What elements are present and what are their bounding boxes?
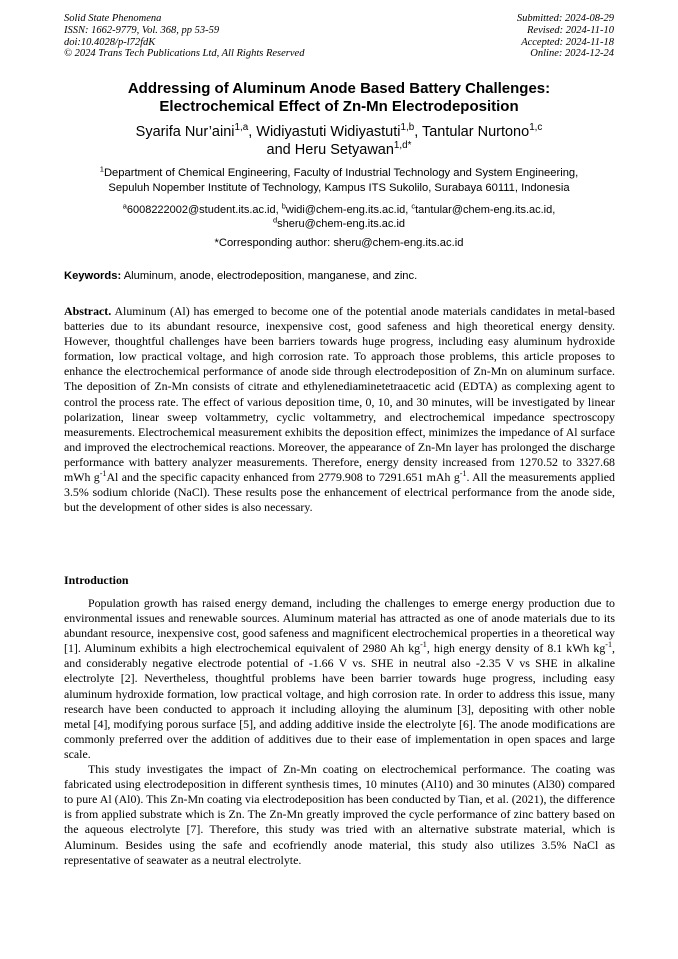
paragraph-text: , and considerably negative electrode potential of -1.66 V vs. SHE in neutral also -2.35 V vs SHE in alkaline electrolyte [2]. Nevertheless, thoughtful problems have been barrier towards huge progress, including easy aluminum hydroxide formation, low practical voltage, and high corrosion rate. In order to address this issue, many research have been conducted to approach it including alloying the aluminum [3], depositing with other noble metal [4], modifying porous surface [5], and adding additive inside the electrolyte [6]. The anode modifications are commonly preferred over the addition of additives due to their ease of implementation in open spaces and large scale. [64,641,615,761]
journal-name: Solid State Phenomena [64,13,162,24]
email-superscript: d [272,215,278,225]
copyright-line: © 2024 Trans Tech Publications Ltd, All Rights Reserved [64,48,305,60]
author-superscript: 1,b [400,122,415,134]
affiliation-superscript: 1 [99,164,104,174]
affiliation-line-2: Sepuluh Nopember Institute of Technology, Kampus ITS Sukolilo, Surabaya 60111, Indonesia [108,181,570,194]
keywords-label: Keywords: [64,270,122,282]
email-superscript: a [122,201,127,211]
email-superscript: c [411,201,416,211]
abstract-text: Aluminum (Al) has emerged to become one of the potential anode materials candidates in metal-based batteries due to its abundant resource, inexpensive cost, good safeness and high theoretical energy density. However, thoughtful challenges have been barriers towards huge progress, including easy aluminum hydroxide formation, low practical voltage, and high corrosion rate. To approach those problems, this article proposes to enhance the electrochemical performance of anode side through electrodeposition of Zn-Mn on aluminum surface. The deposition of Zn-Mn consists of citrate and ethylenediaminetetraacetic acid (EDTA) as complexing agent to control the process rate. The effect of various deposition time, 0, 10, and 30 minutes, will be investigated by linear polarization, linear sweep voltammetry, cyclic voltammetry, and electrochemical impedance spectroscopy measurements. Electrochemical measurement exhibits the deposition effect, minimizes the impedance of Al surface and improved the electrochemical reactions. Moreover, the appearance of Zn-Mn layer has prolonged the discharge performance with battery analyzer measurements. Therefore, energy density increased from 1270.52 to 3327.68 mWh g [64,304,615,485]
paragraph-text: Population growth has raised energy demand, including the challenges to emerge energy production due to environmental issues and renewable sources. Aluminum material has attracted as one of anode materials due to its abundant resource, inexpensive cost, good safeness and magnificent electrochemical properties in a theoretical way [1]. Aluminum exhibits a high electrochemical equivalent of 2980 Ah kg [64,596,615,656]
introduction-paragraph-1 [64,596,615,762]
introduction-paragraph-2: This study investigates the impact of Zn-Mn coating on electrochemical performance. The coating was fabricated using electrodeposition in different synthesis times, 10 minutes (Al10) and 30 minutes (Al30) compared to pure Al (Al0). This Zn-Mn coating via electrodeposition has been conducted by Tian, et al. (2021), the difference is from applied substrate which is Zn. The Zn-Mn greatly improved the cycle performance of zinc battery based on the aqueous electrolyte [7]. Therefore, this study was tried with an alternative substrate material, which is Aluminum. Besides using the safe and ecofriendly anode material, this study also utilizes 3.5% NaCl as representative of seawater as a neutral electrolyte. [64,762,615,867]
paragraph-text: , high energy density of 8.1 kWh kg [426,641,606,656]
paper-title [40,80,638,116]
affiliation-text: Department of Chemical Engineering, Faculty of Industrial Technology and System Engineering, [103,167,579,179]
doi-line: doi:10.4028/p-l72fdK [64,36,156,48]
abstract-label: Abstract. [64,304,112,318]
journal-header-right [517,13,614,60]
email-text: 6008222002@student.its.ac.id, [126,204,282,216]
paragraph-superscript: -1 [420,640,427,650]
affiliation-line-1 [40,166,638,181]
abstract-text: . All the measurements applied 3.5% sodium chloride (NaCl). These results pose the enhancement of electrical performance from the anode side, but the development of other sides is also necessary. [64,470,615,515]
affiliation [40,166,638,195]
abstract-superscript: -1 [99,469,107,479]
email-line-2 [40,217,638,231]
accepted-date: Accepted: 2024-11-18 [521,36,614,48]
author-emails [40,203,638,231]
author-superscript: 1,a [234,122,249,134]
email-line-1 [40,203,638,217]
corresponding-author: *Corresponding author: sheru@chem-eng.its.ac.id [214,237,464,249]
journal-header-left [64,13,304,60]
author-name: Widiyastuti Widiyastuti [256,124,401,140]
email-text: tantular@chem-eng.its.ac.id, [415,204,556,216]
email-text: sheru@chem-eng.its.ac.id [277,218,406,230]
paragraph-superscript: -1 [605,640,613,650]
keywords-text: Aluminum, anode, electrodeposition, manganese, and zinc. [121,270,418,282]
introduction-heading: Introduction [64,573,129,587]
author-line-2 [40,141,638,159]
author-list [40,123,638,159]
revised-date: Revised: 2024-11-10 [527,24,614,36]
keywords [64,269,616,283]
author-conjunction: and [266,142,295,158]
author-separator: , [248,124,257,140]
title-line-2: Electrochemical Effect of Zn-Mn Electrodeposition [159,98,519,115]
issn-line: ISSN: 1662-9779, Vol. 368, pp 53-59 [64,24,220,36]
introduction-body [64,596,615,868]
submitted-date: Submitted: 2024-08-29 [516,13,614,24]
author-name: Heru Setyawan [294,142,394,158]
abstract-superscript: -1 [459,469,467,479]
author-superscript: 1,d* [393,140,412,152]
author-line-1 [40,123,638,141]
abstract-text: Al and the specific capacity enhanced from 2779.908 to 7291.651 mAh g [106,470,460,485]
email-text: widi@chem-eng.its.ac.id, [285,204,412,216]
abstract [64,304,615,515]
email-superscript: b [281,201,286,211]
author-name: Syarifa Nur’aini [135,124,235,140]
author-superscript: 1,c [529,122,543,134]
title-line-1: Addressing of Aluminum Anode Based Battery Challenges: [127,80,551,97]
online-date: Online: 2024-12-24 [530,48,614,60]
author-separator: , [414,124,422,140]
author-name: Tantular Nurtono [421,124,530,140]
